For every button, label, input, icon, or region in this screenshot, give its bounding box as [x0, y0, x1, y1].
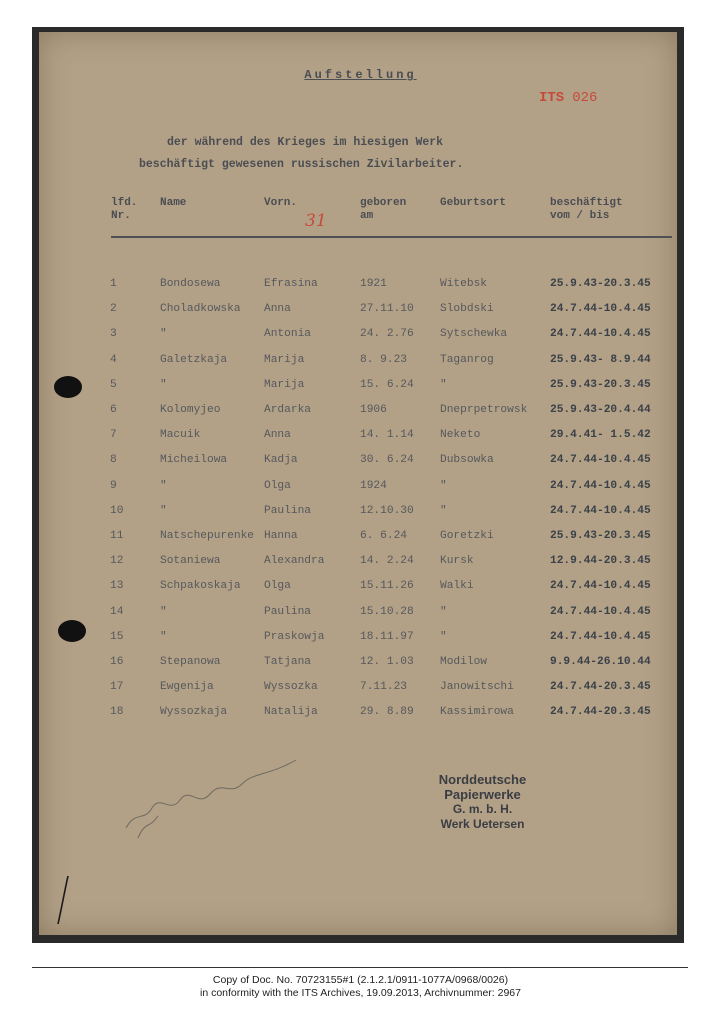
row-nr: 3 — [110, 328, 117, 341]
row-vorname: Anna — [264, 303, 291, 316]
table-row — [0, 530, 721, 550]
row-nr: 9 — [110, 479, 117, 492]
row-name: Galetzkaja — [160, 353, 228, 366]
row-vorname: Tatjana — [264, 656, 311, 668]
row-vorname: Antonia — [264, 328, 311, 341]
row-nr: 14 — [110, 605, 124, 618]
row-dates: 24.7.44-20.3.45 — [550, 706, 651, 719]
handwritten-signature — [118, 750, 308, 845]
row-geboren: 27.11.10 — [360, 303, 414, 316]
row-vorname: Hanna — [264, 530, 298, 542]
row-name: " — [160, 378, 167, 391]
document-subtitle-line2: beschäftigt gewesenen russischen Zivilarbeiter. — [139, 158, 464, 171]
row-dates: 25.9.43- 8.9.44 — [550, 353, 651, 366]
table-row — [0, 303, 721, 323]
row-name: " — [160, 328, 167, 341]
its-stamp-number: 026 — [572, 90, 598, 106]
row-nr: 2 — [110, 303, 117, 316]
handwritten-number: 31 — [305, 211, 327, 231]
table-row — [0, 681, 721, 701]
table-row — [0, 454, 721, 474]
row-dates: 24.7.44-20.3.45 — [550, 681, 651, 694]
table-row — [0, 606, 721, 626]
table-row — [0, 429, 721, 449]
header-nr: lfd. Nr. — [111, 197, 138, 222]
row-name: Wyssozkaja — [160, 706, 228, 719]
row-name: " — [160, 504, 167, 517]
document-title: Aufstellung — [304, 68, 417, 82]
its-stamp — [539, 90, 597, 106]
row-geburtsort: " — [440, 605, 447, 618]
row-nr: 5 — [110, 378, 117, 391]
row-geburtsort: Slobdski — [440, 303, 494, 316]
row-geburtsort: " — [440, 378, 447, 391]
row-vorname: Olga — [264, 479, 291, 492]
row-name: Sotaniewa — [160, 555, 221, 568]
row-geboren: 18.11.97 — [360, 630, 414, 643]
header-name: Name — [160, 197, 187, 209]
header-rule — [111, 236, 672, 238]
row-dates: 24.7.44-10.4.45 — [550, 328, 651, 341]
table-row — [0, 555, 721, 575]
table-row — [0, 580, 721, 600]
row-geboren: 1921 — [360, 278, 387, 290]
row-dates: 25.9.43-20.3.45 — [550, 378, 651, 391]
row-nr: 13 — [110, 580, 124, 593]
row-geboren: 7.11.23 — [360, 681, 407, 694]
row-geboren: 15. 6.24 — [360, 378, 414, 391]
row-vorname: Natalija — [264, 706, 318, 719]
company-legal-form: G. m. b. H. — [452, 802, 513, 816]
row-geburtsort: Taganrog — [440, 353, 494, 366]
company-name: Norddeutsche Papierwerke — [438, 772, 527, 802]
row-nr: 4 — [110, 353, 117, 366]
row-vorname: Efrasina — [264, 278, 318, 290]
row-name: Bondosewa — [160, 278, 221, 290]
row-nr: 7 — [110, 429, 117, 442]
row-geboren: 8. 9.23 — [360, 353, 407, 366]
row-geboren: 29. 8.89 — [360, 706, 414, 719]
table-row — [0, 278, 721, 298]
row-name: Kolomyjeo — [160, 404, 221, 416]
row-dates: 12.9.44-20.3.45 — [550, 555, 651, 568]
row-geburtsort: Modilow — [440, 656, 487, 668]
row-geboren: 12. 1.03 — [360, 656, 414, 668]
row-vorname: Praskowja — [264, 630, 325, 643]
punch-hole — [58, 620, 86, 642]
row-geburtsort: Goretzki — [440, 530, 494, 542]
punch-hole — [54, 376, 82, 398]
row-nr: 12 — [110, 555, 124, 568]
row-dates: 9.9.44-26.10.44 — [550, 656, 651, 668]
row-name: Macuik — [160, 429, 201, 442]
row-geboren: 14. 1.14 — [360, 429, 414, 442]
table-row — [0, 354, 721, 374]
row-name: Micheilowa — [160, 454, 228, 467]
row-geboren: 6. 6.24 — [360, 530, 407, 542]
row-dates: 24.7.44-10.4.45 — [550, 580, 651, 593]
row-nr: 15 — [110, 630, 124, 643]
row-geburtsort: Kassimirowa — [440, 706, 514, 719]
header-beschaeftigt: beschäftigt vom / bis — [550, 197, 623, 222]
row-vorname: Alexandra — [264, 555, 325, 568]
row-nr: 1 — [110, 278, 117, 290]
document-subtitle-line1: der während des Krieges im hiesigen Werk — [167, 136, 444, 149]
row-vorname: Marija — [264, 353, 305, 366]
table-row — [0, 706, 721, 726]
company-stamp — [400, 772, 565, 832]
row-geburtsort: Kursk — [440, 555, 474, 568]
row-nr: 6 — [110, 404, 117, 416]
row-geburtsort: " — [440, 630, 447, 643]
table-row — [0, 656, 721, 676]
row-geburtsort: Sytschewka — [440, 328, 508, 341]
row-dates: 24.7.44-10.4.45 — [550, 630, 651, 643]
row-geboren: 30. 6.24 — [360, 454, 414, 467]
row-vorname: Olga — [264, 580, 291, 593]
row-name: Natschepurenke — [160, 530, 254, 542]
row-name: Ewgenija — [160, 681, 214, 694]
row-dates: 24.7.44-10.4.45 — [550, 303, 651, 316]
header-geboren: geboren am — [360, 197, 407, 222]
row-geboren: 15.11.26 — [360, 580, 414, 593]
row-dates: 25.9.43-20.3.45 — [550, 278, 651, 290]
row-nr: 8 — [110, 454, 117, 467]
row-nr: 17 — [110, 681, 124, 694]
row-nr: 18 — [110, 706, 124, 719]
row-vorname: Anna — [264, 429, 291, 442]
row-geboren: 12.10.30 — [360, 504, 414, 517]
table-row — [0, 379, 721, 399]
row-geboren: 24. 2.76 — [360, 328, 414, 341]
its-stamp-label: ITS — [539, 90, 565, 106]
row-dates: 29.4.41- 1.5.42 — [550, 429, 651, 442]
row-geburtsort: Janowitschi — [440, 681, 514, 694]
row-name: " — [160, 630, 167, 643]
row-nr: 16 — [110, 656, 124, 668]
table-row — [0, 505, 721, 525]
header-vorname: Vorn. — [264, 197, 298, 209]
row-vorname: Paulina — [264, 605, 311, 618]
row-dates: 25.9.43-20.3.45 — [550, 530, 651, 542]
row-geburtsort: Neketo — [440, 429, 481, 442]
row-vorname: Kadja — [264, 454, 298, 467]
table-row — [0, 328, 721, 348]
header-geburtsort: Geburtsort — [440, 197, 507, 209]
footer-line2: in conformity with the ITS Archives, 19.09.2013, Archivnummer: 2967 — [200, 987, 521, 999]
table-row — [0, 631, 721, 651]
row-vorname: Ardarka — [264, 404, 311, 416]
row-geboren: 1906 — [360, 404, 387, 416]
row-geburtsort: " — [440, 479, 447, 492]
footer-divider — [32, 967, 688, 968]
row-name: " — [160, 605, 167, 618]
row-vorname: Paulina — [264, 504, 311, 517]
row-dates: 24.7.44-10.4.45 — [550, 454, 651, 467]
row-geburtsort: Witebsk — [440, 278, 487, 290]
row-geburtsort: " — [440, 504, 447, 517]
footer-line1: Copy of Doc. No. 70723155#1 (2.1.2.1/0911-1077A/0968/0026) — [212, 974, 509, 986]
row-dates: 24.7.44-10.4.45 — [550, 504, 651, 517]
row-dates: 24.7.44-10.4.45 — [550, 605, 651, 618]
row-geburtsort: Dneprpetrowsk — [440, 404, 528, 416]
table-row — [0, 404, 721, 424]
row-dates: 24.7.44-10.4.45 — [550, 479, 651, 492]
row-vorname: Marija — [264, 378, 305, 391]
row-geboren: 1924 — [360, 479, 387, 492]
row-name: Choladkowska — [160, 303, 241, 316]
row-geburtsort: Dubsowka — [440, 454, 494, 467]
row-nr: 11 — [110, 530, 124, 542]
row-dates: 25.9.43-20.4.44 — [550, 404, 651, 416]
table-row — [0, 480, 721, 500]
row-geboren: 14. 2.24 — [360, 555, 414, 568]
row-name: Stepanowa — [160, 656, 221, 668]
row-geburtsort: Walki — [440, 580, 474, 593]
row-geboren: 15.10.28 — [360, 605, 414, 618]
row-nr: 10 — [110, 504, 124, 517]
row-name: " — [160, 479, 167, 492]
row-vorname: Wyssozka — [264, 681, 318, 694]
company-location: Werk Uetersen — [440, 817, 525, 831]
row-name: Schpakoskaja — [160, 580, 241, 593]
pen-mark — [44, 870, 84, 930]
